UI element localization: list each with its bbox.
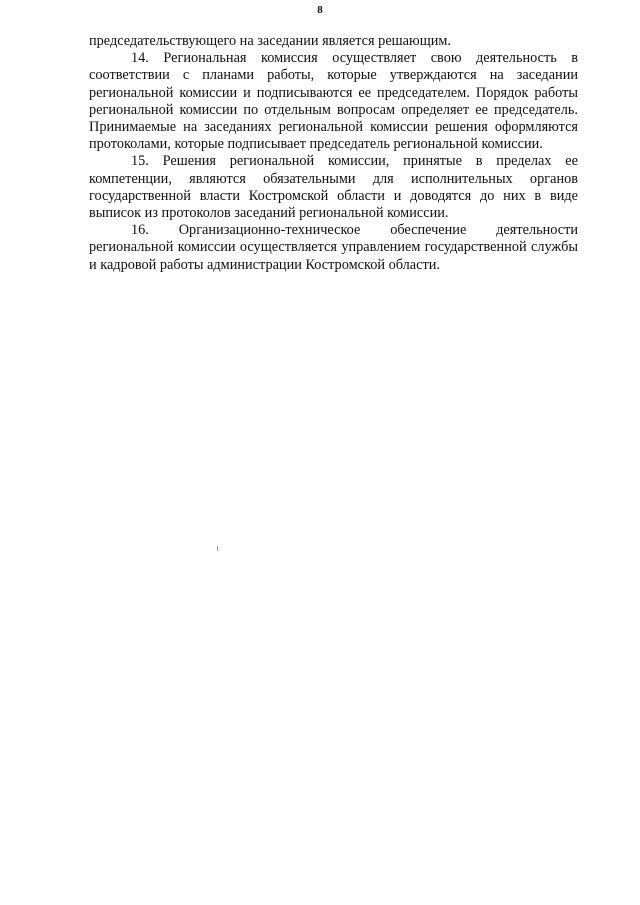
paragraph-15: 15. Решения региональной комиссии, принятые в пределах ее компетенции, являются обязательными для исполнительных органов государственной власти Костромской области и доводятся до них в виде выписок из протоколов заседаний региональной комиссии.: [89, 153, 578, 222]
paragraph-14: 14. Региональная комиссия осуществляет свою деятельность в соответствии с планами работы, которые утверждаются на заседании региональной комиссии и подписываются ее председателем. Порядок работы региональной комиссии по отдельным вопросам определяет ее председатель. Принимаемые на заседаниях региональной комиссии решения оформляются протоколами, которые подписывает председатель региональной комиссии.: [89, 50, 578, 153]
page-number: 8: [317, 4, 323, 16]
paragraph-continuation: председательствующего на заседании является решающим.: [89, 33, 451, 49]
paragraph-16: 16. Организационно-техническое обеспечение деятельности региональной комиссии осуществляется управлением государственной службы и кадровой работы администрации Костромской области.: [89, 222, 578, 273]
document-body: [89, 33, 578, 274]
scan-artifact-mark: [217, 546, 218, 551]
